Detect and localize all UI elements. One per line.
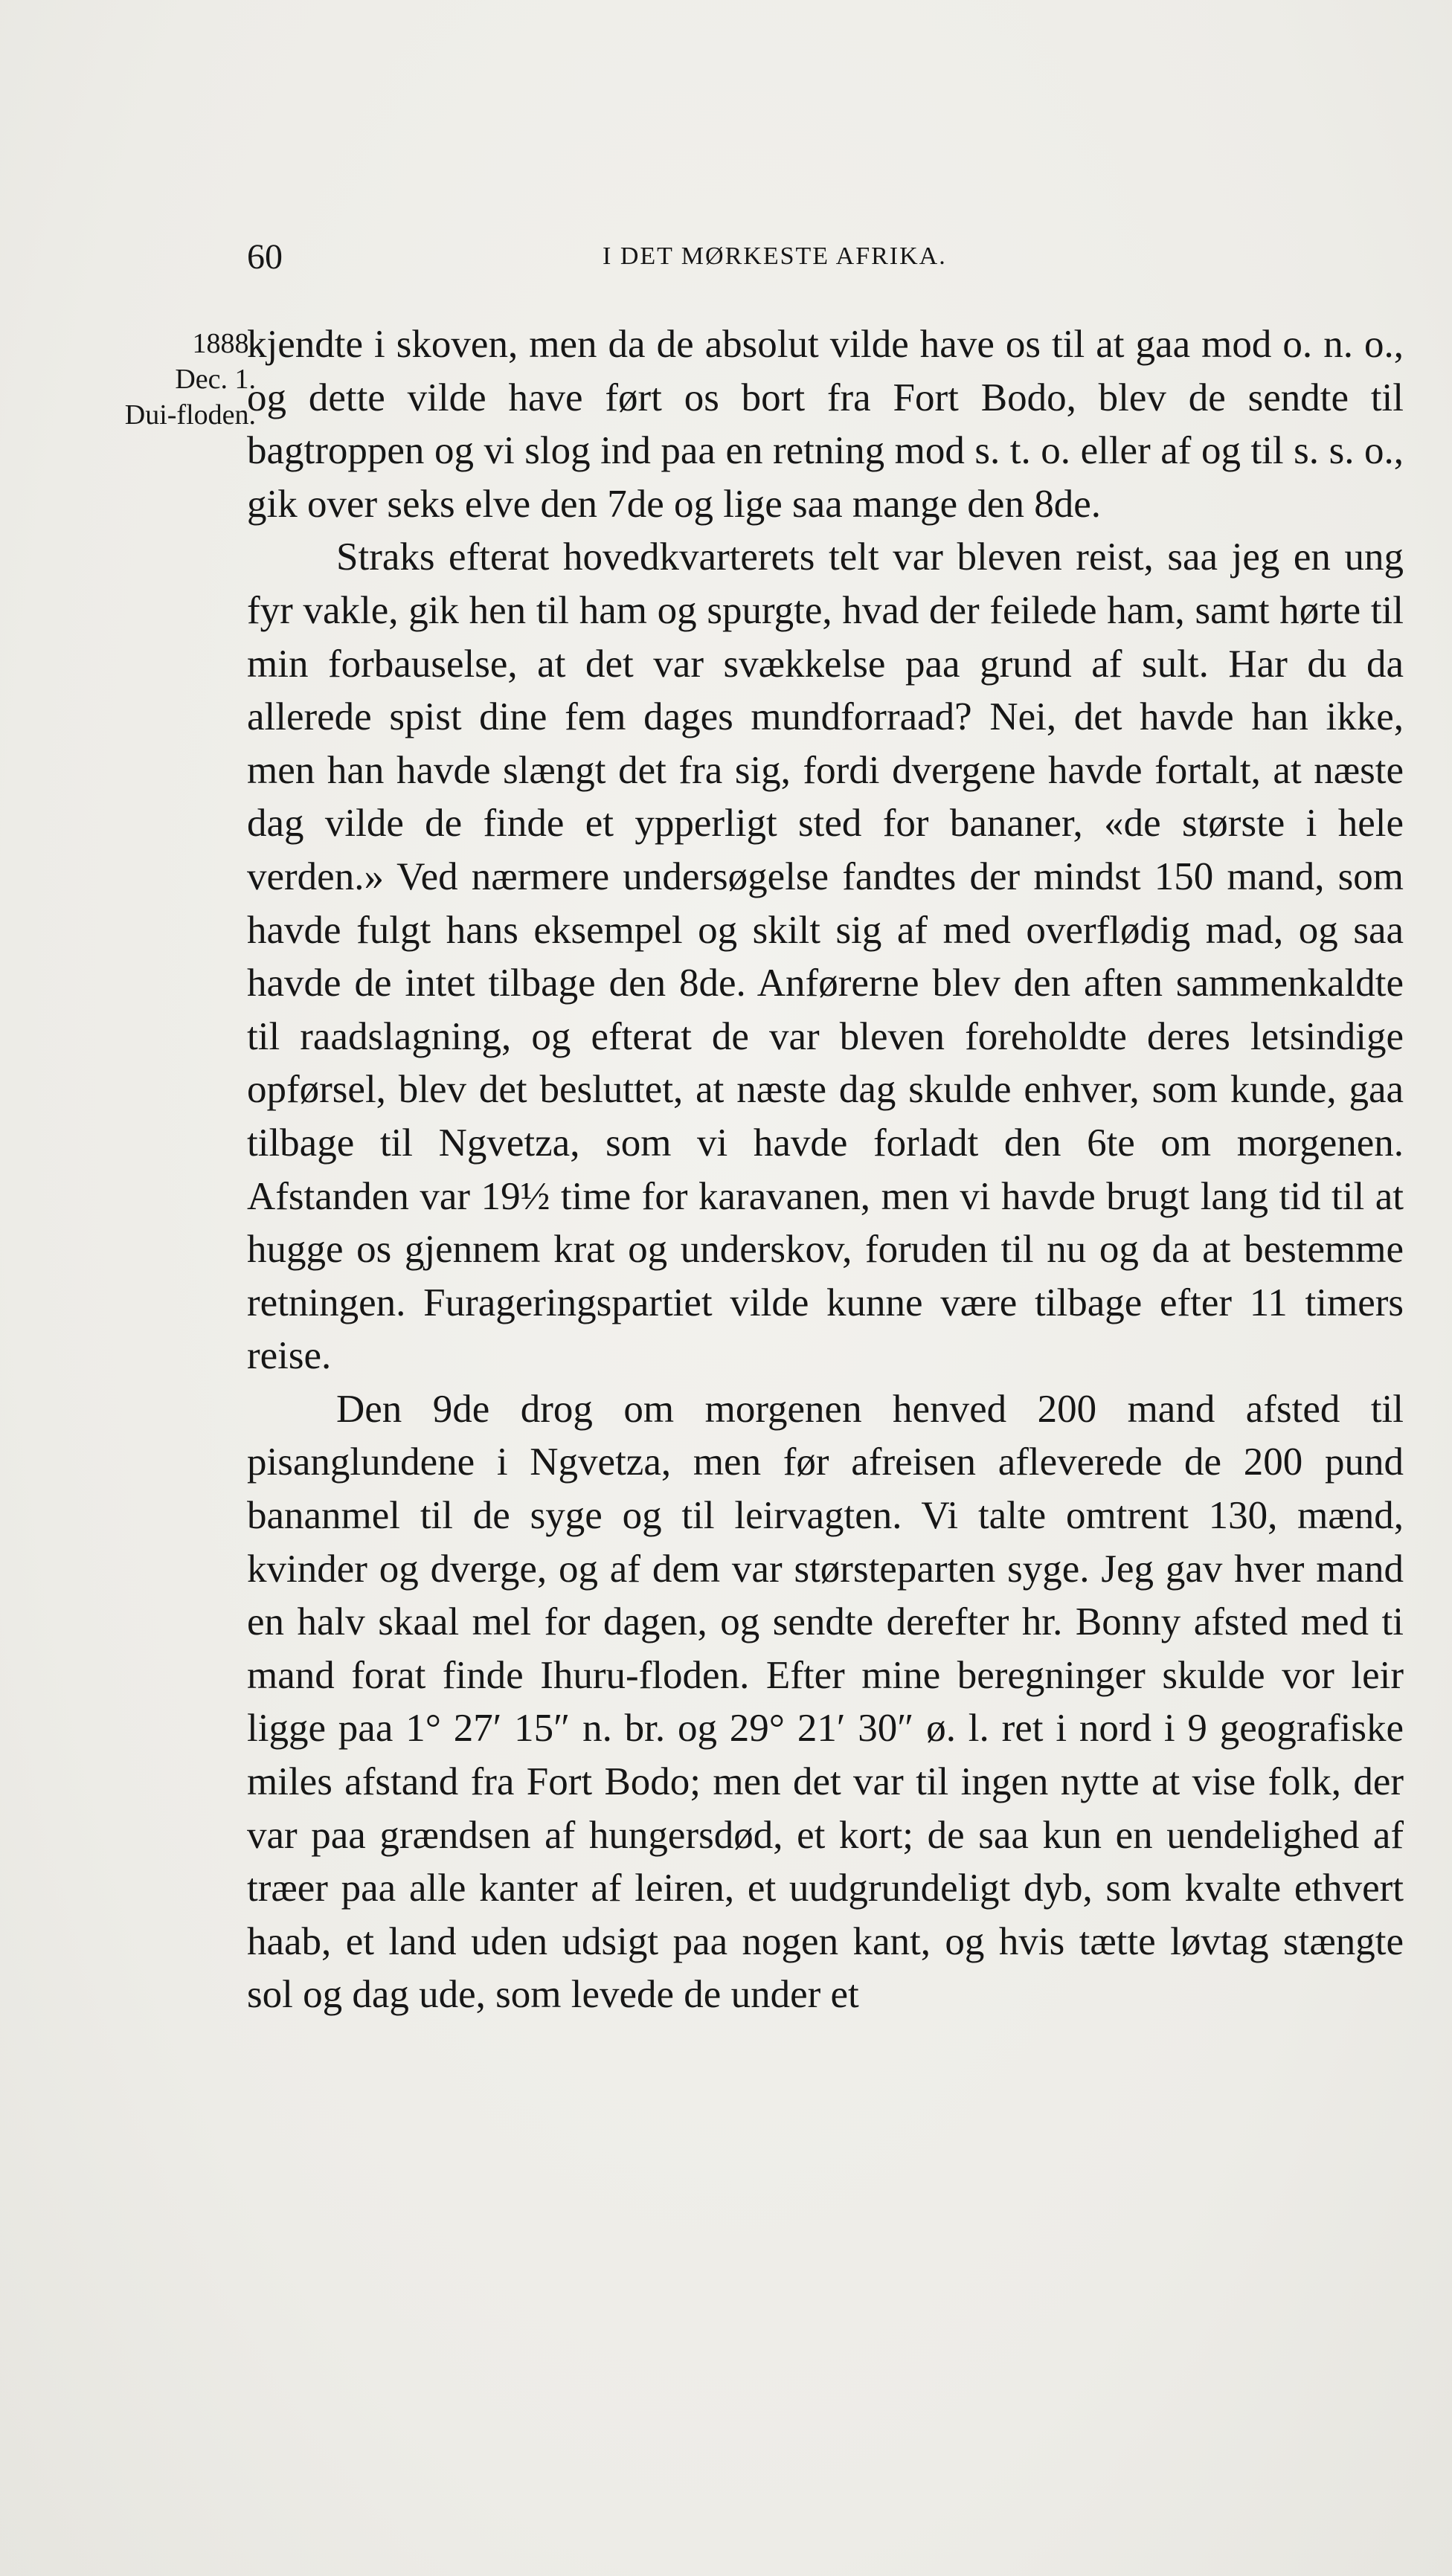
running-title: I DET MØRKESTE AFRIKA. — [603, 242, 947, 270]
margin-note-date: Dec. 1. — [175, 364, 256, 395]
body-text — [247, 318, 1404, 2022]
page-number: 60 — [247, 237, 283, 277]
page-header — [247, 236, 1404, 281]
margin-note-place: Dui-floden. — [124, 399, 256, 431]
paragraph-1: kjendte i skoven, men da de absolut vilde have os til at gaa mod o. n. o., og dette vilde have ført os bort fra Fort Bodo, blev de sendte til bagtroppen og vi slog ind paa en retning mod s. t. o. eller af og til s. s. o., gik over seks elve den 7de og lige saa mange den 8de. — [247, 323, 1404, 526]
margin-note-year: 1888. — [192, 328, 256, 359]
paragraph-3: Den 9de drog om morgenen henved 200 mand afsted til pisanglundene i Ngvetza, men før afreisen afleverede de 200 pund bananmel til de syge og til leirvagten. Vi talte omtrent 130, mænd, kvinder og dverge, og af dem var størsteparten syge. Jeg gav hver mand en halv skaal mel for dagen, og sendte derefter hr. Bonny afsted med ti mand forat finde Ihuru-floden. Efter mine beregninger skulde vor leir ligge paa 1° 27′ 15″ n. br. og 29° 21′ 30″ ø. l. ret i nord i 9 geografiske miles afstand fra Fort Bodo; men det var til ingen nytte at vise folk, der var paa grændsen af hungersdød, et kort; de saa kun en uendelighed af træer paa alle kanter af leiren, et uudgrundeligt dyb, som kvalte ethvert haab, et land uden udsigt paa nogen kant, og hvis tætte løvtag stængte sol og dag ude, som levede de under et — [247, 1387, 1404, 2017]
margin-note — [100, 326, 256, 433]
paragraph-2: Straks efterat hovedkvarterets telt var bleven reist, saa jeg en ung fyr vakle, gik hen til ham og spurgte, hvad der feilede ham, samt hørte til min forbauselse, at det var svækkelse paa grund af sult. Har du da allerede spist dine fem dages mundforraad? Nei, det havde han ikke, men han havde slængt det fra sig, fordi dvergene havde fortalt, at næste dag vilde de finde et ypperligt sted for bananer, «de største i hele verden.» Ved nærmere undersøgelse fandtes der mindst 150 mand, som havde fulgt hans eksempel og skilt sig af med overflødig mad, og saa havde de intet tilbage den 8de. Anførerne blev den aften sammenkaldte til raadslagning, og efterat de var bleven foreholdte deres letsindige opførsel, blev det besluttet, at næste dag skulde enhver, som kunde, gaa tilbage til Ngvetza, som vi havde forladt den 6te om morgenen. Afstanden var 19½ time for karavanen, men vi havde brugt lang tid til at hugge os gjennem krat og underskov, foruden til nu og da at bestemme retningen. Furageringspartiet vilde kunne være tilbage efter 11 timers reise. — [247, 535, 1404, 1378]
